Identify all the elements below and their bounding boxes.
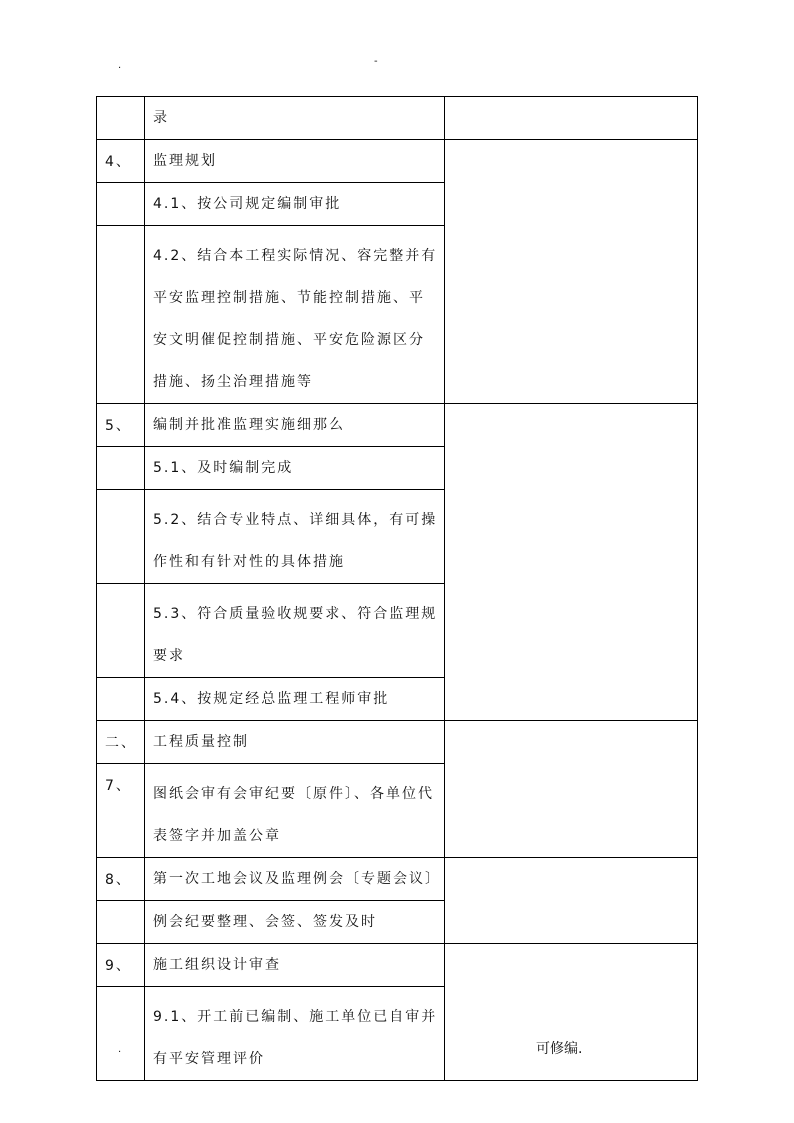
item-number-cell: 5、 [97,404,145,447]
item-number-cell [97,183,145,226]
table-row [97,858,698,901]
remark-cell [445,140,698,404]
table-row [97,721,698,764]
remark-cell [445,944,698,1081]
item-text-cell: 5.3、符合质量验收规要求、符合监理规要求 [145,584,445,678]
item-number-cell [97,490,145,584]
item-number-cell: 4、 [97,140,145,183]
remark-cell [445,721,698,858]
item-text-cell: 监理规划 [145,140,445,183]
item-text-cell: 编制并批准监理实施细那么 [145,404,445,447]
item-text-cell: 5.1、及时编制完成 [145,447,445,490]
item-number-cell [97,226,145,404]
item-text-cell: 5.4、按规定经总监理工程师审批 [145,678,445,721]
header-mark: . [118,60,122,71]
inspection-table [96,96,698,1081]
item-number-cell: 7、 [97,764,145,858]
item-text-cell: 4.1、按公司规定编制审批 [145,183,445,226]
item-text-cell: 工程质量控制 [145,721,445,764]
item-text-cell: 4.2、结合本工程实际情况、容完整并有平安监理控制措施、节能控制措施、平安文明催促控制措施、平安危险源区分措施、扬尘治理措施等 [145,226,445,404]
item-text-cell: 图纸会审有会审纪要〔原件〕、各单位代表签字并加盖公章 [145,764,445,858]
remark-cell [445,97,698,140]
table-row [97,944,698,987]
item-number-cell [97,447,145,490]
item-number-cell [97,987,145,1081]
footer-mark: . [118,1044,122,1055]
remark-cell [445,404,698,721]
item-number-cell [97,584,145,678]
item-number-cell [97,97,145,140]
footer-note: 可修编. [536,1041,583,1057]
item-number-cell [97,678,145,721]
item-text-cell: 例会纪要整理、会签、签发及时 [145,901,445,944]
table-row [97,97,698,140]
item-number-cell: 8、 [97,858,145,901]
item-text-cell: 9.1、开工前已编制、施工单位已自审并有平安管理评价 [145,987,445,1081]
item-text-cell: 施工组织设计审查 [145,944,445,987]
item-number-cell: 9、 [97,944,145,987]
item-text-cell: 第一次工地会议及监理例会〔专题会议〕 [145,858,445,901]
item-text-cell: 录 [145,97,445,140]
table-row [97,404,698,447]
item-number-cell [97,901,145,944]
header-dash: - [374,56,378,67]
table-row [97,140,698,183]
remark-cell [445,858,698,944]
item-text-cell: 5.2、结合专业特点、详细具体，有可操作性和有针对性的具体措施 [145,490,445,584]
item-number-cell: 二、 [97,721,145,764]
